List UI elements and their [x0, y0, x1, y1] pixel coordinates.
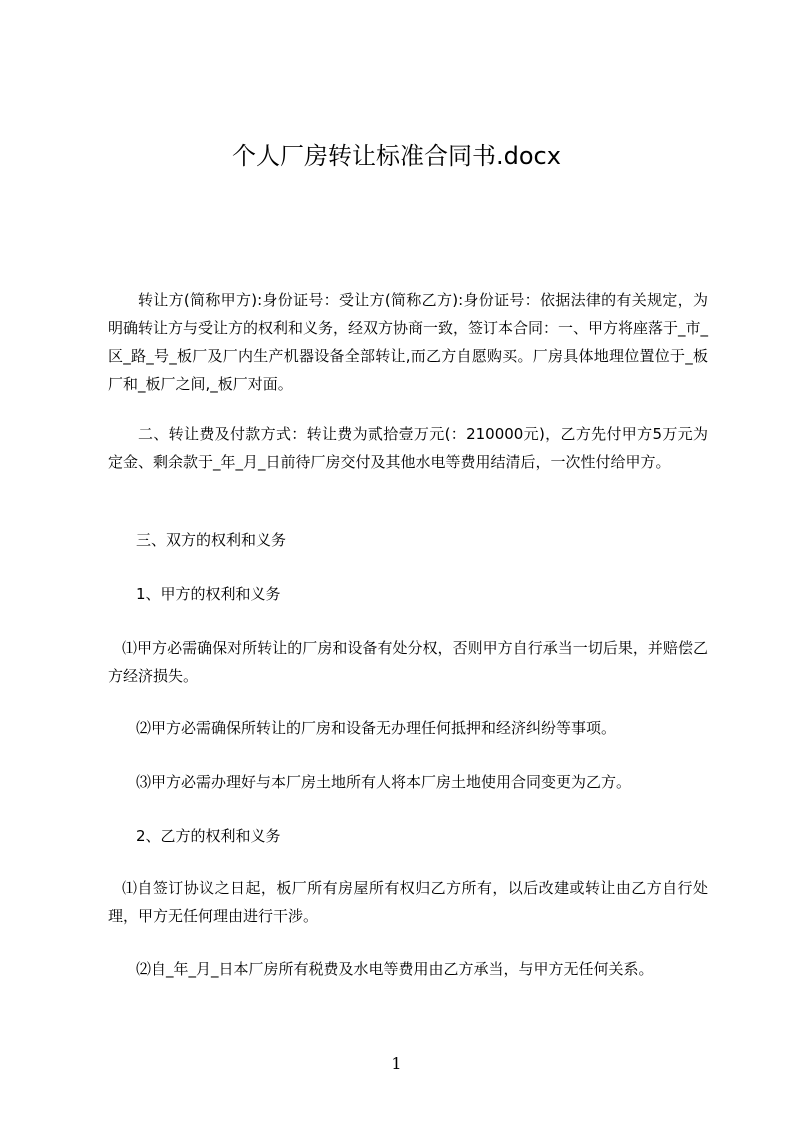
- page-number: 1: [391, 1054, 402, 1073]
- document-title: 个人厂房转让标准合同书.docx: [232, 142, 561, 170]
- paragraph-party-b-item-2: ⑵自_年_月_日本厂房所有税费及水电等费用由乙方承当，与甲方无任何关系。: [136, 960, 654, 978]
- paragraph-parties-and-article-1: 转让方(简称甲方):身份证号：受让方(简称乙方):身份证号：依据法律的有关规定，为明确转让方与受让方的权利和义务，经双方协商一致，签订本合同：一、甲方将座落于_市_区_路_号_板厂及厂内生产机器设备全部转让,而乙方自愿购买。厂房具体地理位置位于_板厂和_板厂之间,_板厂对面。: [108, 291, 709, 393]
- heading-party-b-rights: 2、乙方的权利和义务: [136, 827, 281, 845]
- paragraph-party-a-item-1: ⑴甲方必需确保对所转让的厂房和设备有处分权，否则甲方自行承当一切后果，并赔偿乙方经济损失。: [108, 639, 708, 685]
- heading-article-3-rights-obligations: 三、双方的权利和义务: [136, 531, 287, 549]
- paragraph-party-a-item-3: ⑶甲方必需办理好与本厂房土地所有人将本厂房土地使用合同变更为乙方。: [136, 773, 632, 791]
- paragraph-party-b-item-1: ⑴自签订协议之日起，板厂所有房屋所有权归乙方所有，以后改建或转让由乙方自行处理，甲方无任何理由进行干涉。: [108, 879, 708, 925]
- heading-party-a-rights: 1、甲方的权利和义务: [136, 585, 281, 603]
- paragraph-article-2-payment: 二、转让费及付款方式：转让费为贰拾壹万元(：210000元)，乙方先付甲方5万元为定金、剩余款于_年_月_日前待厂房交付及其他水电等费用结清后，一次性付给甲方。: [108, 425, 708, 471]
- paragraph-party-a-item-2: ⑵甲方必需确保所转让的厂房和设备无办理任何抵押和经济纠纷等事项。: [136, 719, 617, 737]
